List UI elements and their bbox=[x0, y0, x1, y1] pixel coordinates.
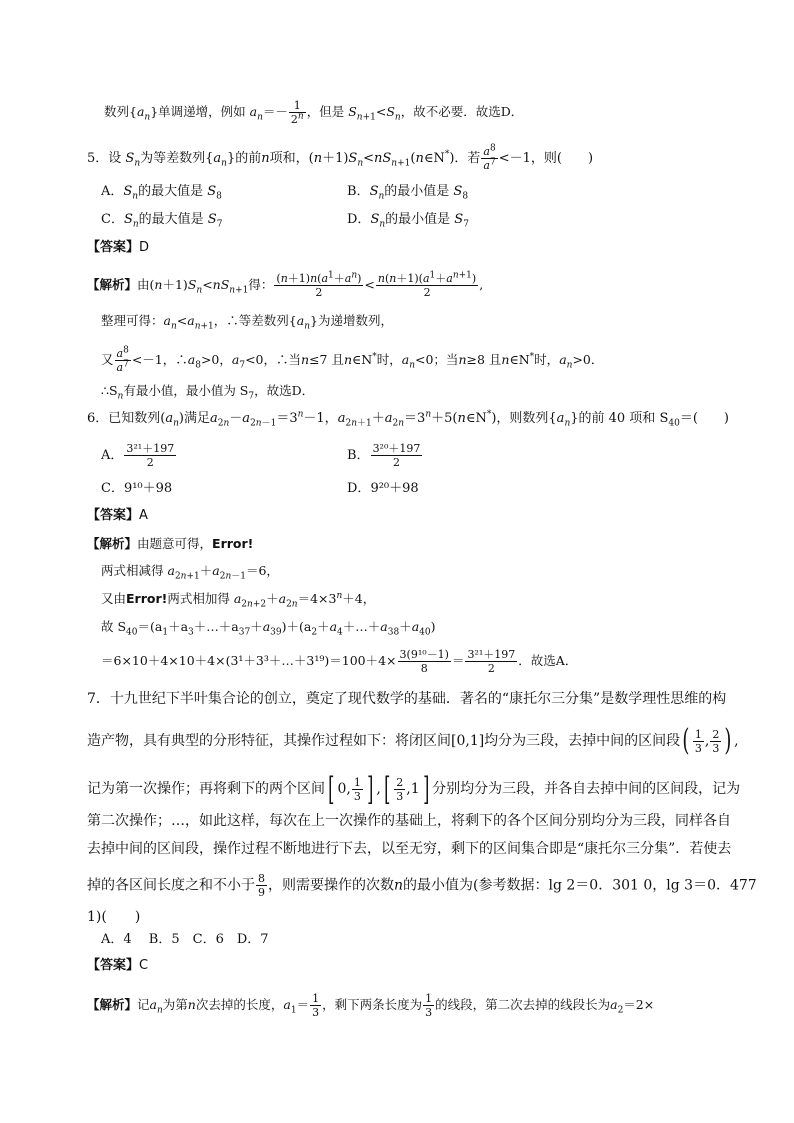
q6-explanation-5: ＝6×10＋4×10＋4×(3¹＋3³＋…＋3¹⁹)＝100＋4× $\frac{\text{3(9¹⁰－1)}}{8}$ ＝ $\frac{\text{3²¹＋197}}{2}$ ．故选A． bbox=[101, 648, 578, 675]
line-seq-monotone: 数列$\{a_n\}$单调递增，例如 $a_n=-$ $\frac{1}{2^n}$ ，但是 $S_{n+1}<S_n$，故不必要．故选D． bbox=[104, 99, 524, 126]
q7-stem-4: 第二次操作；…，如此这样，每次在上一次操作的基础上，将剩下的各个区间分别均分为三段，同样各自 bbox=[87, 813, 731, 829]
q7-answer: 【答案】C bbox=[87, 958, 149, 973]
q6-option-c: C．9¹⁰＋98 bbox=[101, 481, 173, 496]
q6-explanation-3: 又由Error!两式相加得 $a_{2n+2}+a_{2n}=4\times 3^n+4$， bbox=[101, 590, 376, 610]
q6-stem: 6．已知数列$(a_n)$满足$a_{2n}-a_{2n-1}=3^n-1$，$a_{2n+1}+a_{2n}=3^n+5(n\in N^*)$，则数列$\{a_n\}$的前 40 项和 $S_{40}=$( ) bbox=[87, 409, 729, 429]
q5-option-d: D．$S_n$的最小值是 $S_7$ bbox=[347, 212, 469, 230]
q5-explanation-2: 整理可得：$a_n<a_{n+1}$，∴等差数列$\{a_n\}$为递增数列， bbox=[101, 313, 393, 332]
q6-explanation-2: 两式相减得 $a_{2n+1}+a_{2n-1}=6$， bbox=[101, 563, 279, 582]
q5-option-b: B．$S_n$的最小值是 $S_8$ bbox=[347, 184, 469, 202]
q7-stem-3: 记为第一次操作；再将剩下的两个区间[ 0, $\frac{1}{3}$ ] ,[ $\frac{2}{3}$ ,1] 分别均分为三段，并各自去掉中间的区间段，记为 bbox=[87, 770, 741, 808]
q7-stem-1: 7．十九世纪下半叶集合论的创立，奠定了现代数学的基础．著名的“康托尔三分集”是数学理性思维的构 bbox=[87, 691, 727, 707]
q7-options: A．4 B．5 C．6 D．7 bbox=[101, 932, 269, 947]
q6-option-d: D．9²⁰＋98 bbox=[347, 481, 419, 496]
q5-stem: 5．设 $S_n$为等差数列$\{a_n\}$的前n项和，$(n+1)S_n<nS_{n+1}(n\in N^*)$．若 $\frac{a^8}{a^7}$ <－1，则( ) bbox=[87, 143, 594, 172]
q5-explanation-3: 又 $\frac{a^8}{a^7}$ <－1，$\therefore a_8>0$，$a_7<0$，∴当n≤7 且n∈N*时，$a_n<0$；当n≥8 且n∈N*时，$a_n>0$． bbox=[101, 345, 604, 374]
q6-option-b: B． $\frac{\text{3²⁰＋197}}{2}$ bbox=[347, 442, 421, 469]
q6-option-a: A． $\frac{\text{3²¹＋197}}{2}$ bbox=[101, 442, 175, 469]
q7-stem-5: 去掉中间的区间段，操作过程不断地进行下去，以至无穷，剩下的区间集合即是“康托尔三分集”．若使去 bbox=[87, 841, 732, 857]
q5-option-c: C．$S_n$的最大值是 $S_7$ bbox=[101, 212, 223, 230]
q7-stem-6: 掉的各区间长度之和不小于 $\frac{8}{9}$ ，则需要操作的次数n的最小值为(参考数据：lg 2＝0．301 0，lg 3＝0．477 bbox=[87, 872, 757, 899]
q7-explanation-1: 【解析】记$a_n$为第n次去掉的长度，$a_1=$ $\frac{1}{3}$ ，剩下两条长度为 $\frac{1}{3}$ 的线段，第二次去掉的线段长为$a_2=2\times$ bbox=[87, 992, 655, 1019]
q5-explanation-1: 【解析】由$(n+1)S_n<nS_{n+1}$得： $\frac{(n+1)n(a^1+a^n)}{2}$ < $\frac{n(n+1)(a^1+a^{n+1})}{2}$ , bbox=[87, 270, 484, 299]
q6-explanation-4: 故 $S_{40}=(a_1+a_3+\dots+a_{37}+a_{39})+(a_2+a_4+\dots+a_{38}+a_{40})$ bbox=[101, 619, 436, 638]
q7-stem-7: 1)( ) bbox=[87, 909, 141, 925]
q5-explanation-4: $\therefore S_n$有最小值，最小值为 $S_7$，故选D． bbox=[101, 383, 315, 402]
q5-option-a: A．$S_n$的最大值是 $S_8$ bbox=[101, 184, 222, 202]
q6-explanation-1: 【解析】由题意可得，Error! bbox=[87, 536, 254, 551]
q6-answer: 【答案】A bbox=[87, 508, 148, 523]
q7-stem-2: 造产物，具有典型的分形特征，其操作过程如下：将闭区间[0,1]均分为三段，去掉中间的区间段( $\frac{1}{3}$ , $\frac{2}{3}$ ) , bbox=[87, 723, 739, 758]
q5-answer: 【答案】D bbox=[87, 240, 150, 255]
